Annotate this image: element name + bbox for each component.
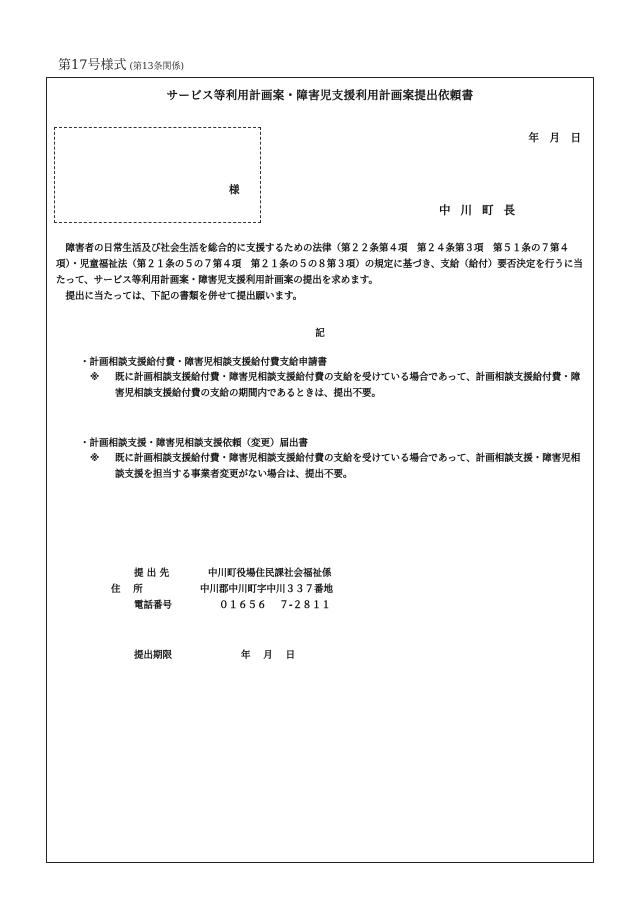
form-number-sub: (第13条関係) [129,62,185,72]
address-label: 住 所 [111,584,143,595]
body-paragraph: 障害者の日常生活及び社会生活を総合的に支援するための法律（第２２条第４項 第２４条第３項 第５１条の７第４項）・児童福祉法（第２１条の５の７第４項 第２１条の５の８第３項）の規定に基づき、支給（給付）要否決定を行うに当たって、サービス等利用計画案・障害児支援利用計画案の提出を求めます。 [56,243,583,286]
deadline-value: 年 月 日 [241,650,296,661]
note-text: 既に計画相談支援給付費・障害児相談支援給付費の支給を受けている場合であって、計画相談支援給付費・障害児相談支援給付費の支給の期間内であるときは、提出不要。 [115,372,581,399]
destination-value: 中川町役場住民課社会福祉係 [208,568,332,579]
body-paragraph: 提出に当たっては、下記の書類を併せて提出願います。 [65,291,303,302]
required-document-note [90,370,587,402]
required-document-title: ・計画相談支援給付費・障害児相談支援給付費支給申請書 [80,357,328,368]
recipient-honorific: 様 [229,184,240,196]
issuer-name: 中川町長 [439,203,525,217]
note-text: 既に計画相談支援給付費・障害児相談支援給付費の支給を受けている場合であって、計画相談支援・障害児相談支援を担当する事業者変更がない場合は、提出不要。 [115,453,581,480]
form-frame [46,77,594,863]
required-document-note [90,451,587,483]
required-document-title: ・計画相談支援・障害児相談支援依頼（変更）届出書 [80,438,309,449]
date-line: 年 月 日 [528,132,581,144]
address-value: 中川郡中川町字中川３３７番地 [200,584,334,595]
recipient-address-box[interactable] [54,127,261,223]
note-mark: ※ [90,372,100,383]
form-number-main: 第17号様式 [58,58,127,73]
request-body [56,241,586,305]
destination-label: 提 出 先 [134,568,170,579]
phone-label: 電話番号 [134,600,173,611]
note-mark: ※ [90,453,100,464]
phone-value: ０１６５６ ７-２８１１ [219,600,331,611]
deadline-label: 提出期限 [134,650,173,661]
ki-heading: 記 [315,328,325,339]
form-number [58,54,184,73]
document-title: サービス等利用計画案・障害児支援利用計画案提出依頼書 [166,88,474,102]
